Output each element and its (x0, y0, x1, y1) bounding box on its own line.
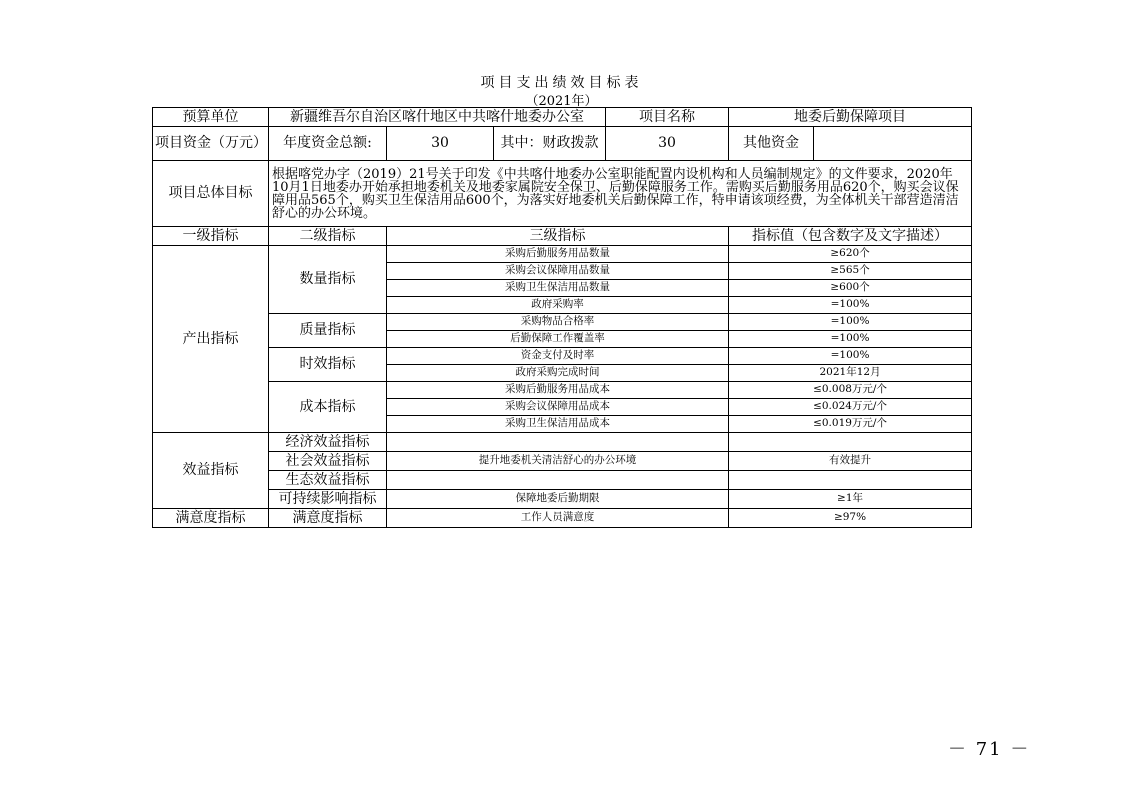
ecological-benefit-label: 生态效益指标 (269, 471, 387, 490)
cost-indicator-label: 成本指标 (269, 382, 387, 433)
table-row-indicator (387, 471, 729, 490)
table-row-value: ≤0.019万元/个 (729, 416, 972, 433)
output-indicator-label: 产出指标 (153, 246, 269, 433)
page-number: － 71 － (948, 739, 1031, 760)
overall-goal-label: 项目总体目标 (153, 161, 269, 227)
table-row-indicator: 政府采购率 (387, 297, 729, 314)
table-row-value: =100% (729, 297, 972, 314)
table-row-value (729, 471, 972, 490)
quantity-indicator-label: 数量指标 (269, 246, 387, 314)
table-row-indicator: 采购会议保障用品成本 (387, 399, 729, 416)
table-row-indicator: 采购卫生保洁用品成本 (387, 416, 729, 433)
table-row-value: ≥600个 (729, 280, 972, 297)
annual-total-label: 年度资金总额: (269, 127, 387, 161)
budget-unit-value: 新疆维吾尔自治区喀什地区中共喀什地委办公室 (269, 108, 606, 127)
project-funds-label: 项目资金（万元） (153, 127, 269, 161)
satisfaction-indicator-label: 满意度指标 (153, 509, 269, 528)
table-row-value: ≥620个 (729, 246, 972, 263)
benefit-indicator-label: 效益指标 (153, 433, 269, 509)
other-funds-value (814, 127, 972, 161)
table-row-indicator: 政府采购完成时间 (387, 365, 729, 382)
timeliness-indicator-label: 时效指标 (269, 348, 387, 382)
column-level3-header: 三级指标 (387, 227, 729, 246)
table-row-value: ≥1年 (729, 490, 972, 509)
table-row-indicator: 采购后勤服务用品成本 (387, 382, 729, 399)
table-row-value: =100% (729, 314, 972, 331)
project-name-label: 项目名称 (606, 108, 729, 127)
table-row-value: ≤0.008万元/个 (729, 382, 972, 399)
fiscal-funds-label: 其中：财政拨款 (494, 127, 606, 161)
table-row-value: ≥565个 (729, 263, 972, 280)
table-row-indicator: 后勤保障工作覆盖率 (387, 331, 729, 348)
table-row-value: 有效提升 (729, 452, 972, 471)
table-row-value: =100% (729, 348, 972, 365)
budget-unit-label: 预算单位 (153, 108, 269, 127)
table-row-indicator: 采购会议保障用品数量 (387, 263, 729, 280)
table-row-indicator: 保障地委后勤期限 (387, 490, 729, 509)
quality-indicator-label: 质量指标 (269, 314, 387, 348)
year-subtitle: （2021年） (525, 94, 598, 109)
table-row-indicator: 采购后勤服务用品数量 (387, 246, 729, 263)
annual-total-value: 30 (387, 127, 494, 161)
table-row-indicator: 采购物品合格率 (387, 314, 729, 331)
table-row-value: 2021年12月 (729, 365, 972, 382)
other-funds-label: 其他资金 (729, 127, 814, 161)
table-row-indicator (387, 433, 729, 452)
economic-benefit-label: 经济效益指标 (269, 433, 387, 452)
table-row-value (729, 433, 972, 452)
social-benefit-label: 社会效益指标 (269, 452, 387, 471)
satisfaction-sub-label: 满意度指标 (269, 509, 387, 528)
table-row-indicator: 工作人员满意度 (387, 509, 729, 528)
overall-goal-text: 根据喀党办字（2019）21号关于印发《中共喀什地委办公室职能配置内设机构和人员编制规定》的文件要求，2020年10月1日地委办开始承担地委机关及地委家属院安全保卫、后勤保障服务工作。需购买后勤服务用品620个，购买会议保障用品565个，购买卫生保洁用品600个，为落实好地委机关后勤保障工作，特申请该项经费，为全体机关干部营造清洁舒心的办公环境。 (269, 161, 972, 227)
column-level1-header: 一级指标 (153, 227, 269, 246)
table-row-value: ≤0.024万元/个 (729, 399, 972, 416)
sustainable-impact-label: 可持续影响指标 (269, 490, 387, 509)
table-row-indicator: 提升地委机关清洁舒心的办公环境 (387, 452, 729, 471)
fiscal-funds-value: 30 (606, 127, 729, 161)
table-row-indicator: 采购卫生保洁用品数量 (387, 280, 729, 297)
performance-target-table (152, 107, 972, 528)
table-row-indicator: 资金支付及时率 (387, 348, 729, 365)
project-name-value: 地委后勤保障项目 (729, 108, 972, 127)
column-level2-header: 二级指标 (269, 227, 387, 246)
table-row-value: ≥97% (729, 509, 972, 528)
table-row-value: =100% (729, 331, 972, 348)
column-value-header: 指标值（包含数字及文字描述） (729, 227, 972, 246)
page-title: 项目支出绩效目标表 (480, 75, 643, 91)
